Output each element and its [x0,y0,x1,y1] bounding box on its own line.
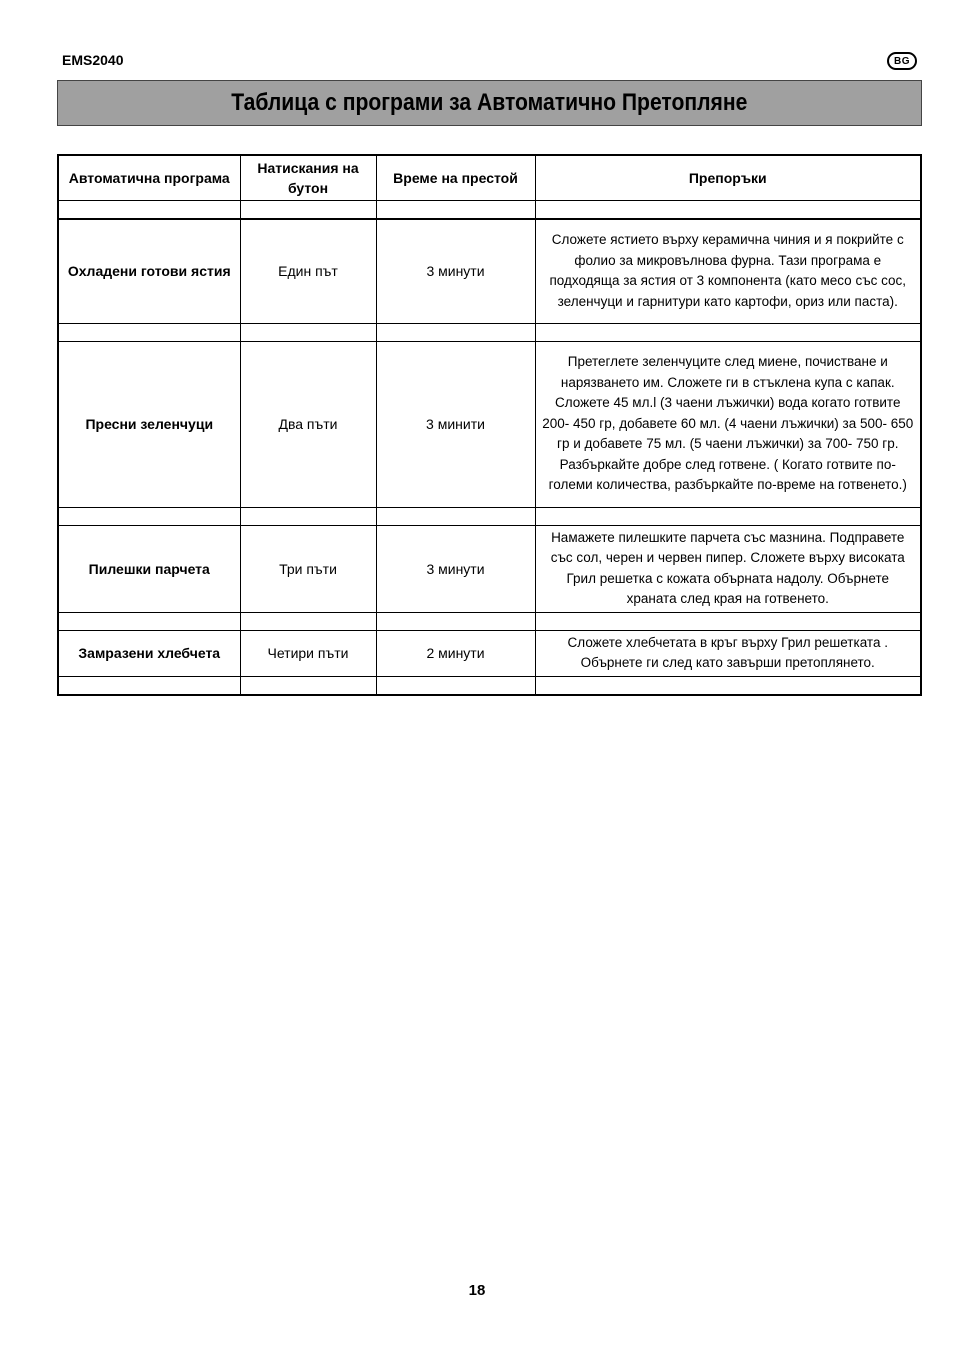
program-name: Пресни зеленчуци [58,341,240,507]
recommendation: Сложете хлебчетата в кръг върху Грил решетката . Обърнете ги след като завърши претоплянето. [535,630,921,676]
standing-time: 3 минути [376,219,535,323]
auto-reheat-program-table [57,154,922,696]
page-number: 18 [468,1282,486,1299]
table-row [58,219,921,323]
standing-time: 2 минути [376,630,535,676]
button-presses: Два пъти [240,341,376,507]
column-header-recommendations: Препоръки [535,155,921,201]
page-title-bar [57,80,922,126]
button-presses: Четири пъти [240,630,376,676]
recommendation: Претеглете зеленчуците след миене, почистване и нарязването им. Сложете ги в стъклена купа с капак. Сложете 45 мл.l (3 чаени лъжички) вода когато готвите 200- 450 гр, добавете 60 мл. (4 чаени лъжички) за 500- 650 гр и добавете 75 мл. (5 чаени лъжички) за 700- 750 гр. Разбъркайте добре след готвене. ( Когато готвите по-големи количества, разбъркайте по-време на готвенето.) [535,341,921,507]
column-header-program: Автоматична програма [58,155,240,201]
button-presses: Един път [240,219,376,323]
spacer-row [58,612,921,630]
table-row [58,525,921,612]
language-badge: BG [887,52,917,70]
standing-time: 3 минити [376,341,535,507]
standing-time: 3 минути [376,525,535,612]
model-number: EMS2040 [62,52,124,68]
program-name: Пилешки парчета [58,525,240,612]
program-name: Замразени хлебчета [58,630,240,676]
spacer-row [58,323,921,341]
table-row [58,630,921,676]
column-header-presses: Натискания на бутон [240,155,376,201]
spacer-row [58,201,921,220]
recommendation: Сложете ястието върху керамична чиния и я покрийте с фолио за микровълнова фурна. Тази програма е подходяща за ястия от 3 компонента (като месо със сос, зеленчуци и гарнитури като картофи, ориз или паста). [535,219,921,323]
column-header-standing-time: Време на престой [376,155,535,201]
program-name: Охладени готови ястия [58,219,240,323]
button-presses: Три пъти [240,525,376,612]
table-header-row [58,155,921,201]
recommendation: Намажете пилешките парчета със мазнина. Подправете със сол, черен и червен пипер. Сложете върху високата Грил решетка с кожата обърната надолу. Обърнете храната след края на готвенето. [535,525,921,612]
spacer-row [58,507,921,525]
table-row [58,341,921,507]
spacer-row [58,676,921,695]
page-title: Таблица с програми за Автоматично Претопляне [231,89,748,116]
